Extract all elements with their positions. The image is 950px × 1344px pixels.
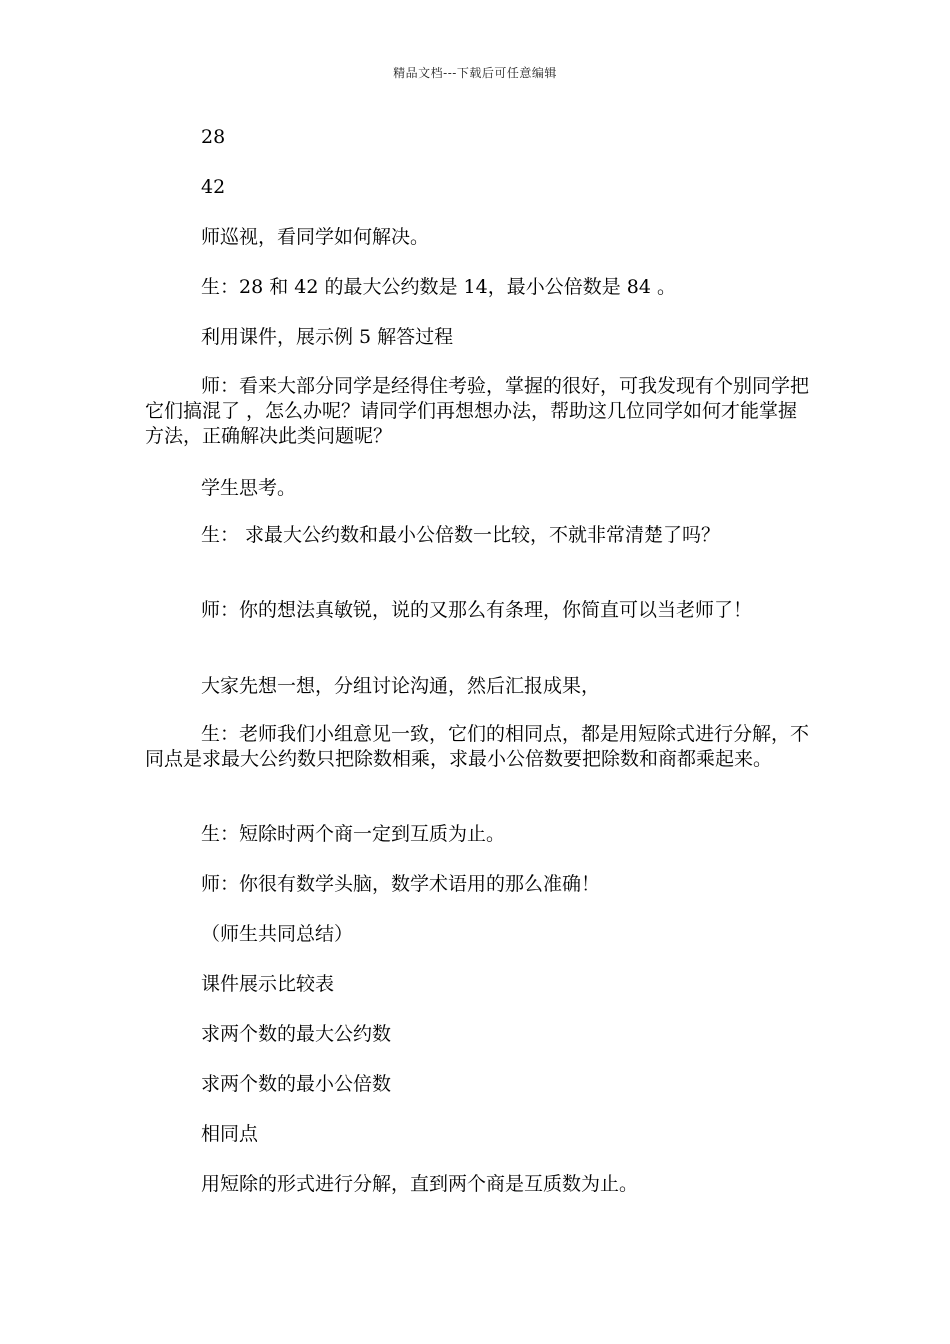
table-heading-gcd: 求两个数的最大公约数: [201, 1023, 392, 1045]
paragraph-student-answer: 生：28 和 42 的最大公约数是 14，最小公倍数是 84 。: [201, 276, 676, 298]
paragraph-group-discuss: 大家先想一想，分组讨论沟通，然后汇报成果，: [201, 675, 601, 697]
paragraph-coprime-rule: 生：短除时两个商一定到互质为止。: [201, 823, 506, 845]
paragraph-courseware-example: 利用课件，展示例 5 解答过程: [201, 326, 454, 348]
paragraph-teacher-patrol: 师巡视，看同学如何解决。: [201, 226, 430, 248]
paragraph-teacher-praise-2: 师：你很有数学头脑，数学术语用的那么准确！: [201, 873, 601, 895]
paragraph-student-compare: 生： 求最大公约数和最小公倍数一比较，不就非常清楚了吗？: [201, 524, 721, 546]
paragraph-student-think: 学生思考。: [201, 477, 297, 499]
paragraph-summary: （师生共同总结）: [201, 923, 354, 945]
number-28: 28: [201, 126, 226, 148]
table-cell-similarity-text: 用短除的形式进行分解，直到两个商是互质数为止。: [201, 1173, 639, 1195]
paragraph-teacher-praise: 师：你的想法真敏锐，说的又那么有条理，你简直可以当老师了！: [201, 599, 753, 621]
page-header: 精品文档---下载后可任意编辑: [393, 66, 557, 80]
number-42: 42: [201, 176, 226, 198]
paragraph-teacher-question: 师：看来大部分同学是经得住考验，掌握的很好，可我发现有个别同学把它们搞混了 ，怎么办呢？请同学们再想想办法，帮助这几位同学如何才能掌握方法，正确解决此类问题呢？: [145, 375, 810, 447]
paragraph-group-report: 生：老师我们小组意见一致，它们的相同点，都是用短除式进行分解，不同点是求最大公约数只把除数相乘，求最小公倍数要把除数和商都乘起来。: [145, 723, 810, 770]
table-heading-lcm: 求两个数的最小公倍数: [201, 1073, 392, 1095]
table-row-similarity: 相同点: [201, 1123, 259, 1145]
paragraph-comparison-table: 课件展示比较表: [201, 973, 335, 995]
